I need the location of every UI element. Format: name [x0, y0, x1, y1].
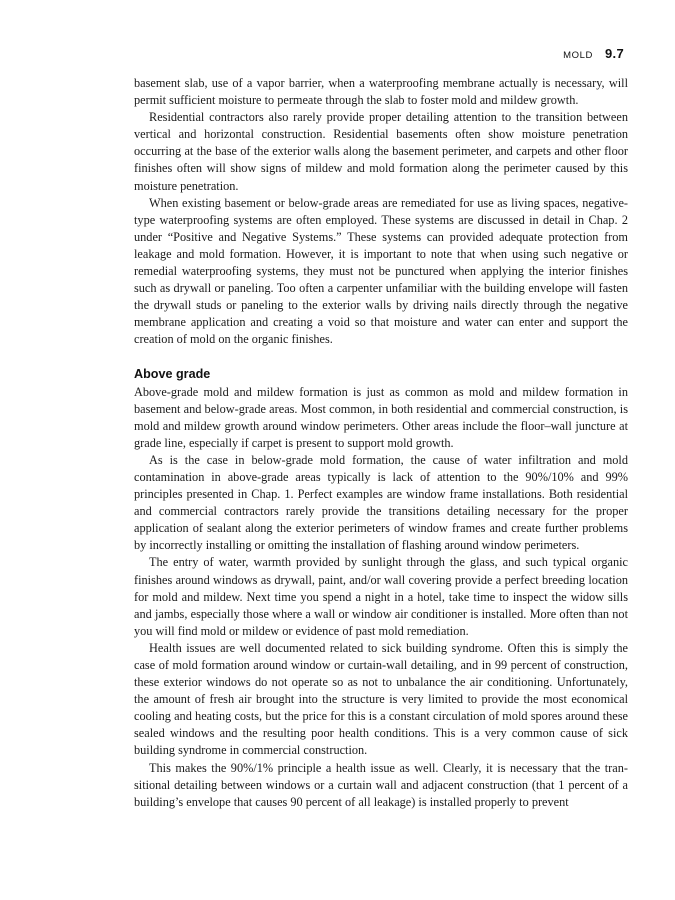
section-title: MOLD — [563, 50, 594, 61]
body-text — [134, 75, 628, 811]
section-heading: Above grade — [134, 366, 211, 381]
paragraph: This makes the 90%/1% principle a health issue as well. Clearly, it is necessary that the transitional detailing between windows or a curtain wall and adjacent construction (that 1 percent of a building’s envelope that causes 90 percent of all leakage) is installed properly to prevent — [134, 760, 628, 809]
paragraph: The entry of water, warmth provided by sunlight through the glass, and such typical organic finishes around windows as drywall, paint, and/or wall covering provide a perfect breeding location for mold and mildew. Next time you spend a night in a hotel, take time to inspect the widow sills and jambs, especially those where a wall or window air conditioner is installed. More often than not you will find mold or mildew or evidence of past mold remediation. — [134, 555, 628, 638]
paragraph-continued: basement slab, use of a vapor barrier, when a waterproofing membrane actually is necessary, will permit sufficient moisture to permeate through the slab to foster mold and mildew growth. — [134, 76, 628, 108]
running-head — [563, 46, 624, 61]
paragraph: Health issues are well documented related to sick building syndrome. Often this is simply the case of mold formation around window or curtain-wall detailing, and in 99 percent of construction, these exterior windows do not operate so as not to unbalance the air conditioning. Unfortunately, the amount of fresh air brought into the structure is very limited to provide the most economical cooling and heating costs, but the price for this is a constant circulation of mold spores around these sealed windows and the resulting poor health conditions. This is a very common cause of sick building syndrome in commercial construction. — [134, 640, 628, 758]
paragraph: Residential contractors also rarely provide proper detailing attention to the transition between vertical and horizontal construction. Residential basements often show moisture penetration occurring at the base of the exterior walls along the basement perimeter, and carpets and other floor finishes often will show signs of mildew and mold formation along the perimeter caused by this moisture penetration. — [134, 110, 628, 193]
page-number: 9.7 — [605, 46, 624, 61]
paragraph: Above-grade mold and mildew formation is just as common as mold and mildew formation in basement and below-grade areas. Most common, in both residential and commercial construction, is mold and mildew growth around window perimeters. Other areas include the floor–wall juncture at grade line, especially if carpet is present to support mold growth. — [134, 384, 628, 450]
paragraph: When existing basement or below-grade areas are remediated for use as living spaces, negative-type waterproofing systems are often employed. These systems are discussed in detail in Chap. 2 under “Positive and Negative Systems.” These systems can provided adequate protection from leakage and mold formation. However, it is important to note that when using such negative or remedial waterproofing systems, they must not be punctured when applying the interior finishes such as drywall or paneling. Too often a carpenter unfamiliar with the building envelope will fasten the drywall studs or paneling to the exterior walls by driving nails directly through the negative membrane application and creating a void so that moisture and water can enter and support the creation of mold on the organic finishes. — [134, 195, 628, 347]
paragraph: As is the case in below-grade mold formation, the cause of water infiltration and mold contamination in above-grade areas typically is lack of attention to the 90%/10% and 99% principles presented in Chap. 1. Perfect examples are window frame installations. Both residential and commercial contractors rarely provide the transitions detailing necessary for the proper application of sealant along the exterior perimeters of window frames and create further problems by incorrectly installing or omitting the installation of flashing around window perimeters. — [134, 452, 628, 553]
